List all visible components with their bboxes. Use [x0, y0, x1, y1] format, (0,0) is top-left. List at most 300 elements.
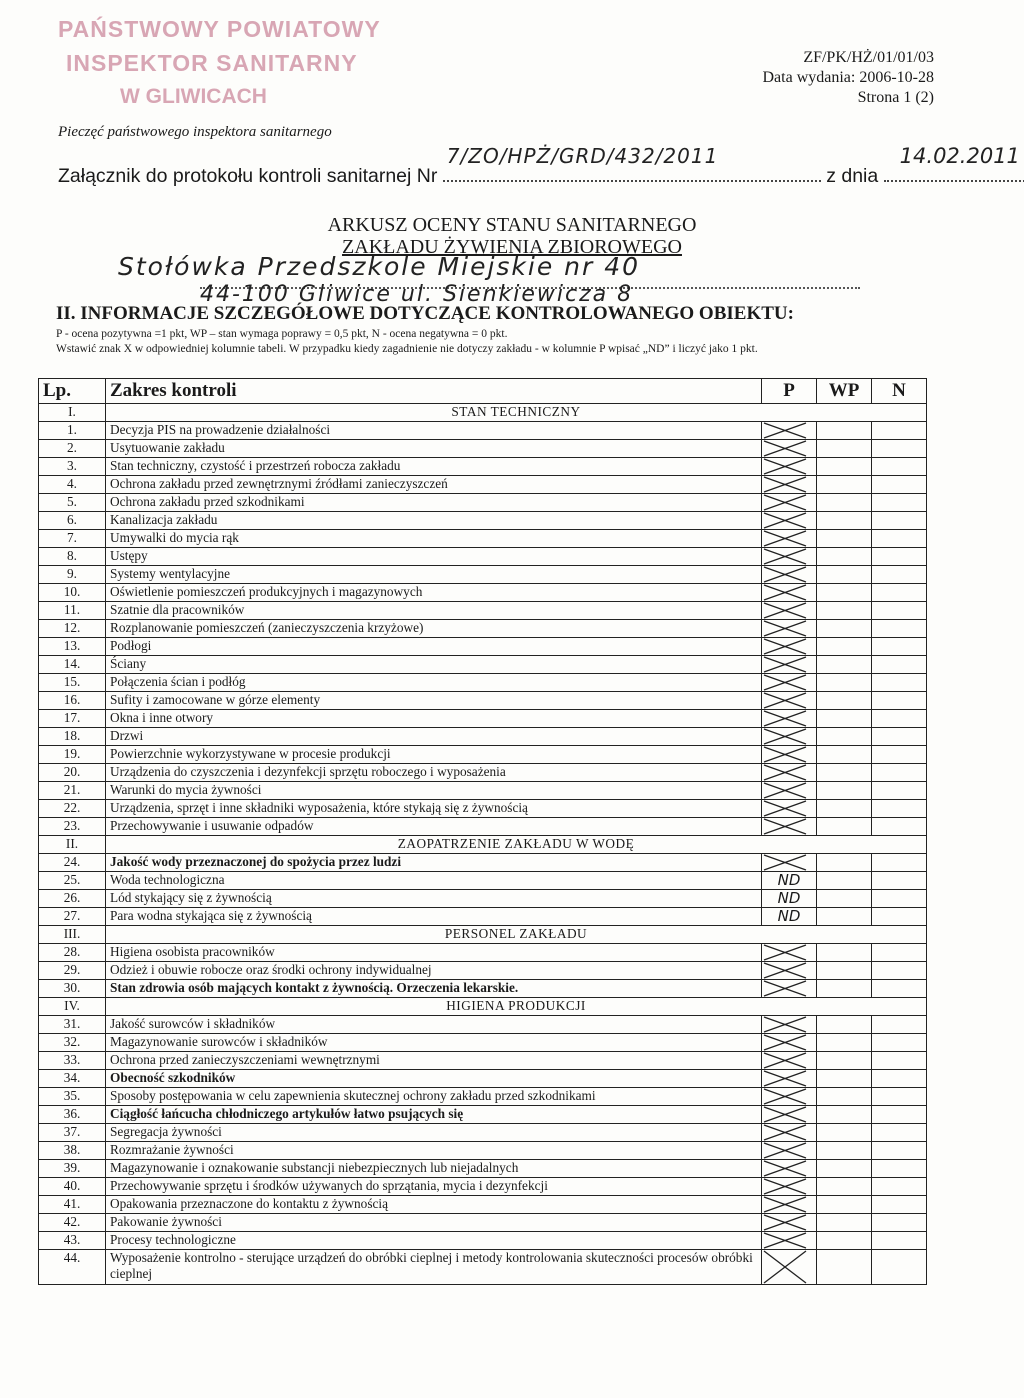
x-mark	[762, 1034, 808, 1051]
cell-n	[872, 782, 927, 800]
cell-wp	[817, 710, 872, 728]
row-number: 30.	[39, 980, 106, 998]
control-item: Jakość wody przeznaczonej do spożycia przez ludzi	[106, 854, 762, 872]
control-item: Sposoby postępowania w celu zapewnienia skutecznej ochrony zakładu przed szkodnikami	[106, 1088, 762, 1106]
row-number: 20.	[39, 764, 106, 782]
row-number: IV.	[39, 998, 106, 1016]
cell-p	[762, 1232, 817, 1250]
cell-n	[872, 1124, 927, 1142]
cell-p	[762, 944, 817, 962]
cell-wp	[817, 638, 872, 656]
control-item: Higiena osobista pracowników	[106, 944, 762, 962]
table-row	[39, 458, 927, 476]
row-number: 40.	[39, 1178, 106, 1196]
x-mark	[762, 512, 808, 529]
control-item: Decyzja PIS na prowadzenie działalności	[106, 422, 762, 440]
cell-n	[872, 854, 927, 872]
cell-p	[762, 458, 817, 476]
cell-p	[762, 1196, 817, 1214]
control-item: Lód stykający się z żywnością	[106, 890, 762, 908]
cell-n	[872, 1250, 927, 1285]
cell-n	[872, 1070, 927, 1088]
control-item: Ochrona zakładu przed zewnętrznymi źródłami zanieczyszczeń	[106, 476, 762, 494]
row-number: 17.	[39, 710, 106, 728]
x-mark	[762, 1124, 808, 1141]
table-row	[39, 728, 927, 746]
cell-n	[872, 422, 927, 440]
x-mark	[762, 818, 808, 835]
table-row	[39, 1196, 927, 1214]
cell-n	[872, 962, 927, 980]
table-row	[39, 674, 927, 692]
cell-wp	[817, 1160, 872, 1178]
control-item: Umywalki do mycia rąk	[106, 530, 762, 548]
control-item: Urządzenia do czyszczenia i dezynfekcji sprzętu roboczego i wyposażenia	[106, 764, 762, 782]
cell-n	[872, 1052, 927, 1070]
table-row	[39, 440, 927, 458]
cell-n	[872, 548, 927, 566]
cell-p	[762, 584, 817, 602]
cell-wp	[817, 944, 872, 962]
inspector-stamp	[58, 12, 381, 114]
x-mark	[762, 530, 808, 547]
cell-n	[872, 908, 927, 926]
stamp-line-2: INSPEKTOR SANITARNY	[66, 50, 358, 76]
cell-wp	[817, 818, 872, 836]
cell-p	[762, 962, 817, 980]
row-number: 31.	[39, 1016, 106, 1034]
cell-p	[762, 602, 817, 620]
stamp-line-3: W GLIWICACH	[120, 85, 267, 108]
table-row	[39, 512, 927, 530]
row-number: 41.	[39, 1196, 106, 1214]
table-row	[39, 638, 927, 656]
cell-wp	[817, 728, 872, 746]
establishment-address-handwritten: 44-100 Gliwice ul. Sienkiewicza 8	[200, 282, 634, 307]
table-row	[39, 980, 927, 998]
cell-p	[762, 1088, 817, 1106]
annex-prefix: Załącznik do protokołu kontroli sanitarnej Nr	[58, 165, 438, 187]
control-item: Ciągłość łańcucha chłodniczego artykułów łatwo psujących się	[106, 1106, 762, 1124]
table-row	[39, 1070, 927, 1088]
document-code: ZF/PK/HŻ/01/01/03	[803, 49, 934, 66]
cell-wp	[817, 1106, 872, 1124]
table-row	[39, 530, 927, 548]
table-row	[39, 710, 927, 728]
cell-p	[762, 746, 817, 764]
stamp-line-1: PAŃSTWOWY POWIATOWY	[58, 16, 381, 42]
cell-wp	[817, 1196, 872, 1214]
header-p: P	[762, 379, 817, 404]
control-item: Połączenia ścian i podłóg	[106, 674, 762, 692]
table-row	[39, 782, 927, 800]
cell-n	[872, 944, 927, 962]
x-mark	[762, 674, 808, 691]
table-row	[39, 1250, 927, 1285]
cell-p	[762, 1106, 817, 1124]
cell-p	[762, 692, 817, 710]
cell-wp	[817, 422, 872, 440]
x-mark	[762, 1016, 808, 1033]
control-item: Wyposażenie kontrolno - sterujące urządzeń do obróbki cieplnej i metody kontrolowania skuteczności procesów obróbki cieplnej	[106, 1250, 762, 1285]
cell-n	[872, 1016, 927, 1034]
x-mark	[762, 620, 808, 637]
nd-mark: ND	[762, 872, 817, 890]
row-number: 38.	[39, 1142, 106, 1160]
x-mark	[762, 1196, 808, 1213]
table-row	[39, 746, 927, 764]
legend-line-2: Wstawić znak X w odpowiedniej kolumnie tabeli. W przypadku kiedy zagadnienie nie dotyczy zakładu - w kolumnie P wpisać „ND” i liczyć jako 1 pkt.	[56, 343, 758, 355]
row-number: 24.	[39, 854, 106, 872]
row-number: 11.	[39, 602, 106, 620]
table-row	[39, 854, 927, 872]
control-item: Opakowania przeznaczone do kontaktu z żywnością	[106, 1196, 762, 1214]
cell-n	[872, 872, 927, 890]
cell-n	[872, 818, 927, 836]
cell-n	[872, 1214, 927, 1232]
control-item: Urządzenia, sprzęt i inne składniki wyposażenia, które stykają się z żywnością	[106, 800, 762, 818]
x-mark	[762, 458, 808, 475]
cell-n	[872, 440, 927, 458]
row-number: 37.	[39, 1124, 106, 1142]
cell-n	[872, 1196, 927, 1214]
cell-p	[762, 638, 817, 656]
row-number: 43.	[39, 1232, 106, 1250]
x-mark	[762, 764, 808, 781]
control-item: Stan zdrowia osób mających kontakt z żywnością. Orzeczenia lekarskie.	[106, 980, 762, 998]
control-item: Magazynowanie i oznakowanie substancji niebezpiecznych lub niejadalnych	[106, 1160, 762, 1178]
cell-p	[762, 674, 817, 692]
table-row	[39, 800, 927, 818]
cell-n	[872, 674, 927, 692]
cell-p	[762, 530, 817, 548]
row-number: 3.	[39, 458, 106, 476]
cell-p	[762, 1034, 817, 1052]
cell-p	[762, 422, 817, 440]
x-mark	[762, 800, 808, 817]
row-number: 25.	[39, 872, 106, 890]
table-row	[39, 872, 927, 890]
x-mark	[762, 728, 808, 745]
cell-n	[872, 728, 927, 746]
row-number: 34.	[39, 1070, 106, 1088]
table-row	[39, 1016, 927, 1034]
table-row	[39, 548, 927, 566]
x-mark	[762, 944, 808, 961]
row-number: III.	[39, 926, 106, 944]
table-row	[39, 1142, 927, 1160]
x-mark	[762, 638, 808, 655]
control-item: Procesy technologiczne	[106, 1232, 762, 1250]
cell-wp	[817, 584, 872, 602]
table-row	[39, 1232, 927, 1250]
cell-p	[762, 494, 817, 512]
x-mark	[762, 1160, 808, 1177]
table-row	[39, 584, 927, 602]
cell-n	[872, 656, 927, 674]
x-mark	[762, 854, 808, 871]
cell-wp	[817, 548, 872, 566]
cell-n	[872, 638, 927, 656]
x-mark	[762, 1070, 808, 1087]
cell-wp	[817, 1142, 872, 1160]
cell-p	[762, 548, 817, 566]
header-scope: Zakres kontroli	[106, 379, 762, 404]
control-item: Oświetlenie pomieszczeń produkcyjnych i magazynowych	[106, 584, 762, 602]
cell-n	[872, 1106, 927, 1124]
table-row	[39, 1178, 927, 1196]
row-number: 2.	[39, 440, 106, 458]
x-mark	[762, 440, 808, 457]
cell-n	[872, 530, 927, 548]
cell-n	[872, 692, 927, 710]
control-item: Podłogi	[106, 638, 762, 656]
x-mark	[762, 1106, 808, 1123]
section-title: HIGIENA PRODUKCJI	[106, 998, 927, 1016]
control-item: Przechowywanie sprzętu i środków używanych do sprzątania, mycia i dezynfekcji	[106, 1178, 762, 1196]
control-item: Usytuowanie zakładu	[106, 440, 762, 458]
control-item: Para wodna stykająca się z żywnością	[106, 908, 762, 926]
table-row	[39, 962, 927, 980]
cell-wp	[817, 1088, 872, 1106]
x-mark	[762, 710, 808, 727]
cell-wp	[817, 854, 872, 872]
cell-p	[762, 818, 817, 836]
header-wp: WP	[817, 379, 872, 404]
cell-p	[762, 764, 817, 782]
x-mark	[762, 1214, 808, 1231]
cell-n	[872, 1142, 927, 1160]
scoring-legend	[56, 327, 758, 357]
cell-p	[762, 476, 817, 494]
table-row	[39, 1160, 927, 1178]
cell-p	[762, 440, 817, 458]
row-number: 9.	[39, 566, 106, 584]
control-item: Ściany	[106, 656, 762, 674]
row-number: 8.	[39, 548, 106, 566]
cell-wp	[817, 440, 872, 458]
row-number: 1.	[39, 422, 106, 440]
row-number: 28.	[39, 944, 106, 962]
row-number: 5.	[39, 494, 106, 512]
cell-n	[872, 1088, 927, 1106]
row-number: 33.	[39, 1052, 106, 1070]
x-mark	[762, 1142, 808, 1159]
table-row	[39, 476, 927, 494]
cell-p	[762, 710, 817, 728]
control-item: Ochrona przed zanieczyszczeniami wewnętrznymi	[106, 1052, 762, 1070]
section-row	[39, 404, 927, 422]
cell-wp	[817, 656, 872, 674]
cell-wp	[817, 674, 872, 692]
cell-wp	[817, 458, 872, 476]
control-item: Pakowanie żywności	[106, 1214, 762, 1232]
cell-p	[762, 1178, 817, 1196]
cell-wp	[817, 1016, 872, 1034]
row-number: II.	[39, 836, 106, 854]
legend-line-1: P - ocena pozytywna =1 pkt, WP – stan wymaga poprawy = 0,5 pkt, N - ocena negatywna = 0 pkt.	[56, 328, 508, 340]
cell-wp	[817, 1124, 872, 1142]
row-number: 44.	[39, 1250, 106, 1285]
x-mark	[762, 1232, 808, 1249]
control-item: Ustępy	[106, 548, 762, 566]
row-number: 42.	[39, 1214, 106, 1232]
cell-n	[872, 494, 927, 512]
table-body	[39, 404, 927, 1285]
x-mark	[762, 782, 808, 799]
table-row	[39, 818, 927, 836]
control-item: Drzwi	[106, 728, 762, 746]
protocol-number-handwritten: 7/ZO/HPŻ/GRD/432/2011	[446, 144, 719, 168]
cell-n	[872, 458, 927, 476]
control-item: Segregacja żywności	[106, 1124, 762, 1142]
sheet-title: ARKUSZ OCENY STANU SANITARNEGO	[327, 214, 697, 236]
table-row	[39, 908, 927, 926]
cell-n	[872, 584, 927, 602]
cell-p	[762, 980, 817, 998]
row-number: 22.	[39, 800, 106, 818]
cell-n	[872, 980, 927, 998]
control-item: Woda technologiczna	[106, 872, 762, 890]
section-row	[39, 998, 927, 1016]
page-number: Strona 1 (2)	[857, 89, 934, 106]
control-item: Odzież i obuwie robocze oraz środki ochrony indywidualnej	[106, 962, 762, 980]
cell-n	[872, 1232, 927, 1250]
row-number: 18.	[39, 728, 106, 746]
control-item: Przechowywanie i usuwanie odpadów	[106, 818, 762, 836]
control-item: Powierzchnie wykorzystywane w procesie produkcji	[106, 746, 762, 764]
section-row	[39, 836, 927, 854]
row-number: 26.	[39, 890, 106, 908]
cell-p	[762, 1250, 817, 1285]
cell-wp	[817, 1052, 872, 1070]
control-item: Szatnie dla pracowników	[106, 602, 762, 620]
cell-p	[762, 1214, 817, 1232]
section-title: ZAOPATRZENIE ZAKŁADU W WODĘ	[106, 836, 927, 854]
x-mark	[762, 566, 808, 583]
table-header-row	[39, 379, 927, 404]
table-row	[39, 494, 927, 512]
row-number: 16.	[39, 692, 106, 710]
row-number: 27.	[39, 908, 106, 926]
cell-p	[762, 512, 817, 530]
cell-wp	[817, 890, 872, 908]
table-row	[39, 602, 927, 620]
table-row	[39, 764, 927, 782]
control-item: Warunki do mycia żywności	[106, 782, 762, 800]
nd-mark: ND	[762, 890, 817, 908]
x-mark	[762, 548, 808, 565]
table-row	[39, 692, 927, 710]
control-item: Stan techniczny, czystość i przestrzeń robocza zakładu	[106, 458, 762, 476]
x-mark	[762, 1052, 808, 1069]
sheet-subtitle: ZAKŁADU ŻYWIENIA ZBIOROWEGO	[342, 236, 682, 258]
inspection-table	[38, 378, 927, 1285]
cell-n	[872, 746, 927, 764]
table-row	[39, 1034, 927, 1052]
control-item: Rozplanowanie pomieszczeń (zanieczyszczenia krzyżowe)	[106, 620, 762, 638]
establishment-name-handwritten: Stołówka Przedszkole Miejskie nr 40	[118, 252, 641, 281]
row-number: 32.	[39, 1034, 106, 1052]
row-number: 6.	[39, 512, 106, 530]
x-mark	[762, 494, 808, 511]
row-number: 39.	[39, 1160, 106, 1178]
table-row	[39, 1106, 927, 1124]
cell-n	[872, 1034, 927, 1052]
cell-wp	[817, 566, 872, 584]
cell-n	[872, 1178, 927, 1196]
control-item: Jakość surowców i składników	[106, 1016, 762, 1034]
cell-n	[872, 890, 927, 908]
cell-p	[762, 782, 817, 800]
cell-p	[762, 854, 817, 872]
table-row	[39, 1088, 927, 1106]
row-number: 13.	[39, 638, 106, 656]
x-mark	[762, 602, 808, 619]
cell-wp	[817, 494, 872, 512]
row-number: 21.	[39, 782, 106, 800]
x-mark	[762, 1250, 808, 1284]
cell-n	[872, 566, 927, 584]
control-item: Kanalizacja zakładu	[106, 512, 762, 530]
cell-wp	[817, 800, 872, 818]
date-handwritten: 14.02.2011	[899, 144, 1020, 168]
table-row	[39, 620, 927, 638]
row-number: 35.	[39, 1088, 106, 1106]
x-mark	[762, 422, 808, 439]
control-item: Sufity i zamocowane w górze elementy	[106, 692, 762, 710]
cell-n	[872, 800, 927, 818]
table-row	[39, 1124, 927, 1142]
x-mark	[762, 692, 808, 709]
stamp-caption: Pieczęć państwowego inspektora sanitarnego	[58, 124, 332, 140]
cell-wp	[817, 782, 872, 800]
control-item: Okna i inne otwory	[106, 710, 762, 728]
cell-n	[872, 476, 927, 494]
row-number: 36.	[39, 1106, 106, 1124]
table-row	[39, 1214, 927, 1232]
row-number: 7.	[39, 530, 106, 548]
x-mark	[762, 476, 808, 493]
cell-p	[762, 620, 817, 638]
issue-date: Data wydania: 2006-10-28	[762, 69, 934, 86]
row-number: 19.	[39, 746, 106, 764]
cell-wp	[817, 1250, 872, 1285]
x-mark	[762, 656, 808, 673]
table-row	[39, 422, 927, 440]
row-number: 15.	[39, 674, 106, 692]
cell-wp	[817, 530, 872, 548]
control-item: Ochrona zakładu przed szkodnikami	[106, 494, 762, 512]
x-mark	[762, 980, 808, 997]
date-field	[884, 144, 1024, 182]
cell-n	[872, 602, 927, 620]
document-reference	[762, 48, 934, 108]
section-2-heading: II. INFORMACJE SZCZEGÓŁOWE DOTYCZĄCE KONTROLOWANEGO OBIEKTU:	[56, 303, 794, 324]
table-row	[39, 890, 927, 908]
cell-n	[872, 620, 927, 638]
cell-p	[762, 1016, 817, 1034]
cell-p	[762, 656, 817, 674]
cell-n	[872, 764, 927, 782]
row-number: 4.	[39, 476, 106, 494]
row-number: I.	[39, 404, 106, 422]
cell-p	[762, 1052, 817, 1070]
row-number: 12.	[39, 620, 106, 638]
cell-wp	[817, 962, 872, 980]
section-title: PERSONEL ZAKŁADU	[106, 926, 927, 944]
cell-wp	[817, 512, 872, 530]
